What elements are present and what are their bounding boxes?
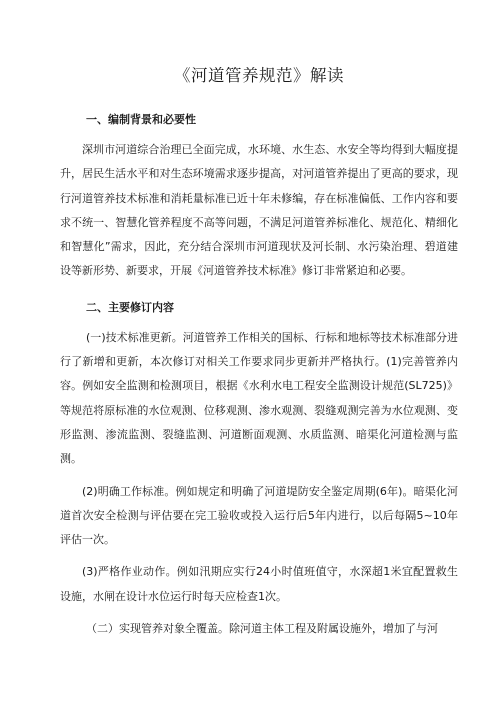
paragraph-work-standard: (2)明确工作标准。例如规定和明确了河道堤防安全鉴定周期(6年)。暗渠化河道首次安全检测与评估要在完工验收或投入运行后5年内进行，以后每隔5~10年评估一次。 [60, 484, 458, 547]
paragraph-technical-standard-update: (一)技术标准更新。河道管养工作相关的国标、行标和地标等技术标准部分进行了新增和更新，本次修订对相关工作要求同步更新并严格执行。(1)完善管养内容。例如安全监测和检测项目，根据《水利水电工程安全监测设计规范(SL725)》等规范将原标准的水位观测、位移观测、渗水观测、裂缝观测完善为水位观测、变形监测、渗流监测、裂缝监测、河道断面观测、水质监测、暗渠化河道检测与监测。 [60, 330, 458, 466]
paragraph-strict-operation: (3)严格作业动作。例如汛期应实行24小时值班值守，水深超1米宜配置救生设施，水闸在设计水位运行时每天应检查1次。 [60, 565, 458, 603]
document-title: 《河道管养规范》解读 [174, 66, 344, 85]
section-heading-background: 一、编制背景和必要性 [86, 113, 196, 126]
paragraph-full-coverage: （二）实现管养对象全覆盖。除河道主体工程及附属设施外，增加了与河 [86, 622, 438, 636]
paragraph-background: 深圳市河道综合治理已全面完成，水环境、水生态、水安全等均得到大幅度提升，居民生活水平和对生态环境需求逐步提高，对河道管养提出了更高的要求，现行河道管养技术标准和消耗量标准已近十年未修编，存在标准偏低、工作内容和要求不统一、智慧化管养程度不高等问题，不满足河道管养标准化、规范化、精细化和智慧化”需求，因此，充分结合深圳市河道现状及河长制、水污染治理、碧道建设等新形势、新要求，开展《河道管养技术标准》修订非常紧迫和必要。 [60, 143, 458, 278]
section-heading-main-revisions: 二、主要修订内容 [86, 300, 174, 314]
